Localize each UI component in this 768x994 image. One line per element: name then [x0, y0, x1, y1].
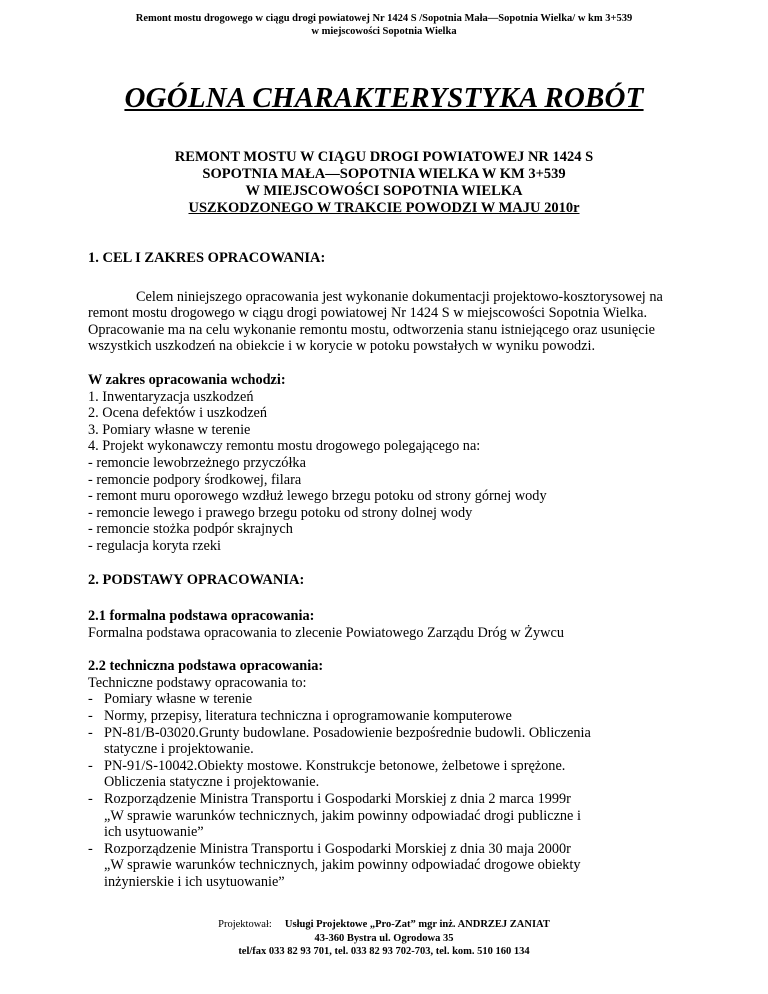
list-item-text: Pomiary własne w terenie: [104, 691, 253, 708]
list-item-text: PN-81/B-03020.Grunty budowlane. Posadowienie bezpośrednie budowli. Obliczenia: [104, 724, 591, 741]
list-item: 1. Inwentaryzacja uszkodzeń: [88, 388, 254, 405]
scope-label: W zakres opracowania wchodzi:: [88, 371, 286, 388]
list-item-text: Normy, przepisy, literatura techniczna i oprogramowanie komputerowe: [104, 708, 512, 725]
subtitle-line-3: W MIEJSCOWOŚCI SOPOTNIA WIELKA: [245, 183, 523, 199]
subsection-2-1: [88, 608, 668, 641]
footer-line-2: [0, 932, 768, 946]
list-item: [88, 691, 668, 708]
list-item: - remont muru oporowego wzdłuż lewego brzegu potoku od strony górnej wody: [88, 488, 547, 505]
list-item-text: „W sprawie warunków technicznych, jakim powinny odpowiadać drogowe obiekty: [104, 857, 581, 874]
header-line-2: w miejscowości Sopotnia Wielka: [311, 26, 457, 37]
list-item: [88, 758, 668, 791]
page-header: [0, 12, 768, 38]
header-line-1: Remont mostu drogowego w ciągu drogi powiatowej Nr 1424 S /Sopotnia Mała—Sopotnia Wielka/ w km 3+539: [135, 13, 633, 24]
list-item-text: „W sprawie warunków technicznych, jakim powinny odpowiadać drogi publiczne i: [104, 807, 581, 824]
list-item: - remoncie podpory środkowej, filara: [88, 471, 302, 488]
footer-line-1: [0, 918, 768, 932]
page-footer: [0, 918, 768, 959]
section-1-heading: 1. CEL I ZAKRES OPRACOWANIA:: [88, 250, 326, 266]
subtitle-line-2: SOPOTNIA MAŁA—SOPOTNIA WIELKA W KM 3+539: [202, 166, 566, 182]
subsection-2-1-text: Formalna podstawa opracowania to zlecenie Powiatowego Zarządu Dróg w Żywcu: [88, 624, 564, 641]
list-item: - remoncie lewego i prawego brzegu potoku od strony dolnej wody: [88, 504, 473, 521]
list-dash: -: [88, 791, 93, 808]
list-item-text: Obliczenia statyczne i projektowanie.: [104, 774, 320, 791]
document-body: [88, 250, 668, 908]
list-item: - remoncie lewobrzeżnego przyczółka: [88, 454, 306, 471]
list-item: [88, 791, 668, 841]
list-dash: -: [88, 757, 93, 774]
list-item: [88, 708, 668, 725]
subtitle-line-1: REMONT MOSTU W CIĄGU DROGI POWIATOWEJ NR 1424 S: [174, 149, 594, 165]
footer-line-3: [0, 945, 768, 959]
list-item-text: ich usytuowanie”: [104, 824, 204, 841]
list-item-text: inżynierskie i ich usytuowanie”: [104, 874, 285, 890]
list-item: - regulacja koryta rzeki: [88, 537, 221, 554]
subsection-2-2: [88, 658, 668, 890]
list-item-text: PN-91/S-10042.Obiekty mostowe. Konstrukcje betonowe, żelbetowe i sprężone.: [104, 757, 566, 774]
list-dash: -: [88, 840, 93, 857]
list-dash: -: [88, 724, 93, 741]
scope-list: [88, 372, 668, 555]
subsection-2-2-heading: 2.2 techniczna podstawa opracowania:: [88, 658, 324, 675]
list-dash: -: [88, 708, 93, 725]
list-item: 4. Projekt wykonawczy remontu mostu drogowego polegającego na:: [88, 438, 481, 455]
list-item-text: Rozporządzenie Ministra Transportu i Gospodarki Morskiej z dnia 2 marca 1999r: [104, 791, 571, 808]
list-item: [88, 725, 668, 758]
list-item-text: statyczne i projektowanie.: [104, 741, 254, 758]
subsection-2-2-intro: Techniczne podstawy opracowania to:: [88, 674, 307, 691]
list-item: 3. Pomiary własne w terenie: [88, 421, 251, 438]
footer-phones: tel/fax 033 82 93 701, tel. 033 82 93 702-703, tel. kom. 510 160 134: [238, 946, 530, 957]
list-item: - remoncie stożka podpór skrajnych: [88, 521, 293, 538]
list-item-text: Rozporządzenie Ministra Transportu i Gospodarki Morskiej z dnia 30 maja 2000r: [104, 840, 571, 857]
footer-address: 43-360 Bystra ul. Ogrodowa 35: [314, 932, 454, 944]
footer-company: Usługi Projektowe „Pro-Zat” mgr inż. ANDRZEJ ZANIAT: [284, 919, 550, 930]
section-2-heading: 2. PODSTAWY OPRACOWANIA:: [88, 571, 305, 588]
section-1-paragraph: Celem niniejszego opracowania jest wykonanie dokumentacji projektowo-kosztorysowej na remont mostu drogowego w ciągu drogi powiatowej Nr 1424 S w miejscowości Sopotnia Wielka. Opracowanie ma na celu wykonanie remontu mostu, odtworzenia stanu istniejącego oraz usunięcie wszystkich uszkodzeń na obiekcie i w korycie w potoku powstałych w wyniku powodzi.: [88, 288, 663, 355]
subsection-2-1-heading: 2.1 formalna podstawa opracowania:: [88, 608, 315, 625]
list-dash: -: [88, 691, 93, 708]
document-subtitle: [0, 149, 768, 217]
footer-label: Projektował:: [218, 919, 272, 930]
list-item: 2. Ocena defektów i uszkodzeń: [88, 405, 268, 422]
subtitle-line-4: USZKODZONEGO W TRAKCIE POWODZI W MAJU 2010r: [188, 200, 580, 216]
document-title: OGÓLNA CHARAKTERYSTYKA ROBÓT: [124, 82, 644, 114]
list-item: [88, 841, 668, 891]
